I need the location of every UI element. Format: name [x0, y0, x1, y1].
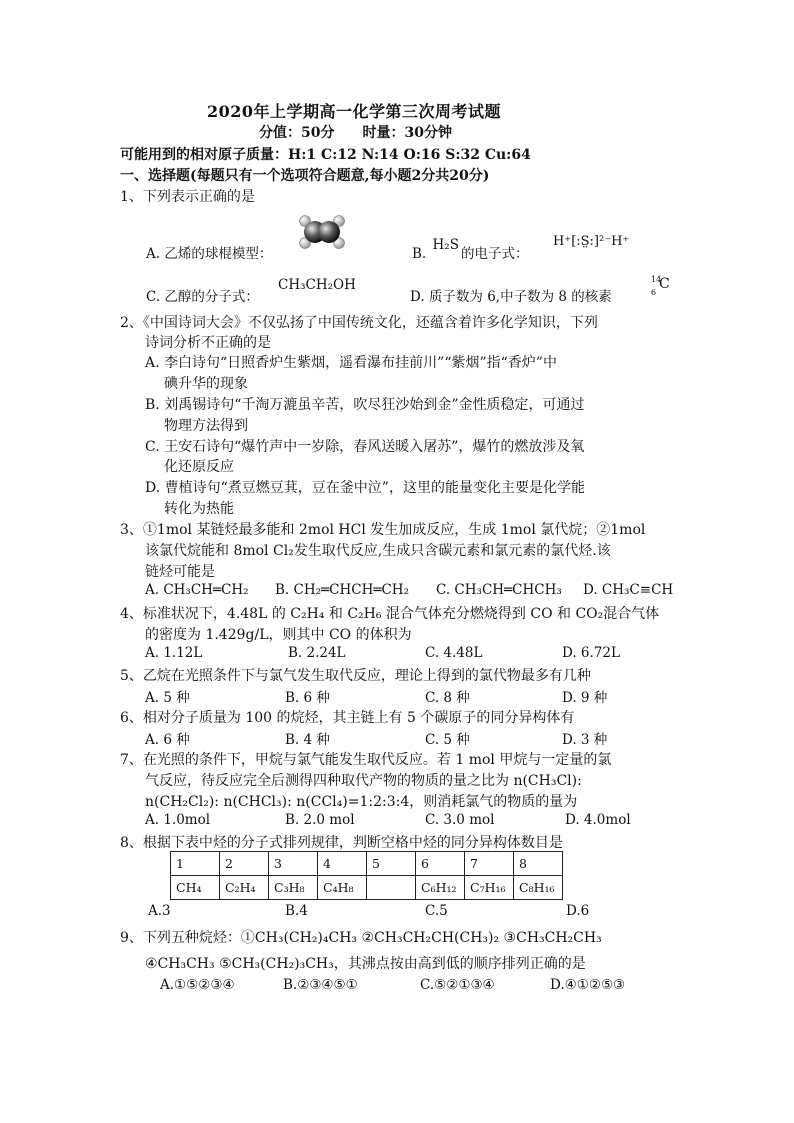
- exam-title: 2020年上学期高一化学第三次周考试题: [207, 102, 502, 121]
- q2-stem-line1: 2、《中国诗词大会》不仅弘扬了中国传统文化，还蕴含着许多化学知识，下列: [120, 315, 598, 331]
- table-cell: C₇H₁₆: [465, 876, 514, 900]
- q2-option-b-line2: 物理方法得到: [164, 418, 248, 434]
- table-cell: C₆H₁₂: [416, 876, 465, 900]
- q8-option-d: D.6: [566, 903, 590, 919]
- q9-option-b: B.②③④⑤①: [283, 977, 358, 993]
- h2s-electron-formula: H⁺[:S̤:]²⁻H⁺: [553, 234, 630, 249]
- table-cell: C₈H₁₆: [514, 876, 563, 900]
- table-cell: C₄H₈: [318, 876, 367, 900]
- q2-option-b-line1: B. 刘禹锡诗句“千淘万漉虽辛苦，吹尽狂沙始到金”金性质稳定，可通过: [145, 397, 585, 413]
- q4-option-a: A. 1.12L: [145, 645, 203, 661]
- q1-option-a: A. 乙烯的球棍模型：: [146, 246, 273, 262]
- ethylene-ball-stick-model-icon: [298, 212, 346, 252]
- q1-option-b-text: 的电子式：: [460, 246, 529, 262]
- q5-option-a: A. 5 种: [145, 690, 190, 706]
- q5-option-c: C. 8 种: [425, 690, 470, 706]
- q3-option-a: A. CH₃CH═CH₂: [145, 582, 249, 598]
- q7-option-a: A. 1.0mol: [145, 812, 211, 828]
- table-cell: 7: [465, 852, 514, 876]
- table-row-formulas: [171, 876, 563, 900]
- q8-stem: 8、根据下表中烃的分子式排列规律，判断空格中烃的同分异构体数目是: [120, 835, 563, 851]
- table-cell: 5: [367, 852, 416, 876]
- table-cell: 4: [318, 852, 367, 876]
- q9-stem-line2: ④CH₃CH₃ ⑤CH₃(CH₂)₃CH₃，其沸点按由高到低的顺序排列正确的是: [145, 956, 586, 972]
- q9-option-a: A.①⑤②③④: [160, 977, 235, 993]
- q5-option-d: D. 9 种: [562, 690, 608, 706]
- ethanol-formula: CH₃CH₂OH: [278, 277, 356, 293]
- q2-option-d-line2: 转化为热能: [164, 501, 234, 517]
- table-cell: 6: [416, 852, 465, 876]
- table-cell: 1: [171, 852, 220, 876]
- q3-option-b: B. CH₂═CHCH═CH₂: [275, 582, 409, 598]
- q4-option-b: B. 2.24L: [288, 645, 346, 661]
- q7-option-d: D. 4.0mol: [565, 812, 631, 828]
- table-cell: 2: [220, 852, 269, 876]
- h2s-formula: H₂S: [432, 237, 459, 253]
- q9-option-c: C.⑤②①③④: [420, 977, 495, 993]
- q3-stem-line2: 该氯代烷能和 8mol Cl₂发生取代反应,生成只含碳元素和氯元素的氯代烃.该: [145, 543, 611, 559]
- q4-option-d: D. 6.72L: [562, 645, 620, 661]
- q1-option-b: [412, 237, 529, 262]
- table-row-numbers: [171, 852, 563, 876]
- q9-stem-line1: 9、下列五种烷烃：①CH₃(CH₂)₄CH₃ ②CH₃CH₂CH(CH₃)₂ ③CH₃CH₂CH₃: [120, 930, 602, 946]
- table-cell: 8: [514, 852, 563, 876]
- q8-option-b: B.4: [285, 903, 308, 919]
- atomic-masses: 可能用到的相对原子质量：H:1 C:12 N:14 O:16 S:32 Cu:64: [120, 147, 531, 163]
- table-cell: 3: [269, 852, 318, 876]
- q7-stem-line3: n(CH₂Cl₂): n(CHCl₃): n(CCl₄)=1:2:3:4，则消耗氯气的物质的量为: [145, 794, 578, 810]
- q7-stem-line2: 气反应，待反应完全后测得四种取代产物的物质的量之比为 n(CH₃Cl):: [145, 773, 582, 789]
- q1-stem: 1、下列表示正确的是: [120, 189, 255, 205]
- q6-option-c: C. 5 种: [425, 732, 470, 748]
- q8-option-c: C.5: [425, 903, 448, 919]
- table-cell-blank: [367, 876, 416, 900]
- q7-option-c: C. 3.0 mol: [425, 812, 495, 828]
- q3-option-c: C. CH₃CH═CHCH₃: [436, 582, 562, 598]
- section-heading: 一、选择题(每题只有一个选项符合题意,每小题2分共20分): [120, 168, 490, 184]
- q6-option-d: D. 3 种: [562, 732, 608, 748]
- exam-meta: 分值：50分 时量：30分钟: [259, 125, 452, 141]
- q7-stem-line1: 7、在光照的条件下，甲烷与氯气能发生取代反应。若 1 mol 甲烷与一定量的氯: [120, 752, 612, 768]
- table-cell: C₃H₈: [269, 876, 318, 900]
- q2-option-a-line2: 碘升华的现象: [164, 376, 248, 392]
- q7-option-b: B. 2.0 mol: [285, 812, 355, 828]
- q9-option-d: D.④①②⑤③: [550, 977, 626, 993]
- q6-option-b: B. 4 种: [285, 732, 330, 748]
- q3-stem-line3: 链烃可能是: [145, 564, 215, 580]
- q8-option-a: A.3: [148, 903, 171, 919]
- q5-stem: 5、乙烷在光照条件下与氯气发生取代反应，理论上得到的氯代物最多有几种: [120, 668, 591, 684]
- q4-option-c: C. 4.48L: [425, 645, 483, 661]
- q6-option-a: A. 6 种: [145, 732, 190, 748]
- table-cell: C₂H₄: [220, 876, 269, 900]
- q2-option-c-line2: 化还原反应: [164, 459, 234, 475]
- q1-option-b-label: B.: [412, 246, 427, 262]
- q2-option-c-line1: C. 王安石诗句“爆竹声中一岁除，春风送暖入屠苏”，爆竹的燃放涉及氧: [145, 439, 585, 455]
- q2-option-a-line1: A. 李白诗句“日照香炉生紫烟，遥看瀑布挂前川”“紫烟”指“香炉”中: [145, 355, 557, 371]
- q2-option-d-line1: D. 曹植诗句“煮豆燃豆萁，豆在釜中泣”，这里的能量变化主要是化学能: [145, 480, 585, 496]
- q1-option-d: D. 质子数为 6,中子数为 8 的核素: [410, 289, 612, 305]
- q6-stem: 6、相对分子质量为 100 的烷烃，其主链上有 5 个碳原子的同分异构体有: [120, 710, 575, 726]
- hydrocarbon-table: [170, 851, 563, 900]
- nuclide-symbol: C: [659, 276, 670, 292]
- q4-stem-line2: 的密度为 1.429g/L，则其中 CO 的体积为: [145, 627, 412, 643]
- table-cell: CH₄: [171, 876, 220, 900]
- q4-stem-line1: 4、标准状况下，4.48L 的 C₂H₄ 和 C₂H₆ 混合气体充分燃烧得到 CO 和 CO₂混合气体: [120, 606, 660, 622]
- q3-option-d: D. CH₃C≡CH: [583, 582, 674, 598]
- nuclide-atomic-number: 6: [651, 288, 657, 297]
- q2-stem-line2: 诗词分析不正确的是: [145, 335, 271, 351]
- q1-option-c: C. 乙醇的分子式：: [146, 289, 259, 305]
- q5-option-b: B. 6 种: [285, 690, 330, 706]
- q3-stem-line1: 3、①1mol 某链烃最多能和 2mol HCl 发生加成反应，生成 1mol 氯代烷；②1mol: [120, 522, 646, 538]
- nuclide-mass-number: 14: [651, 275, 662, 284]
